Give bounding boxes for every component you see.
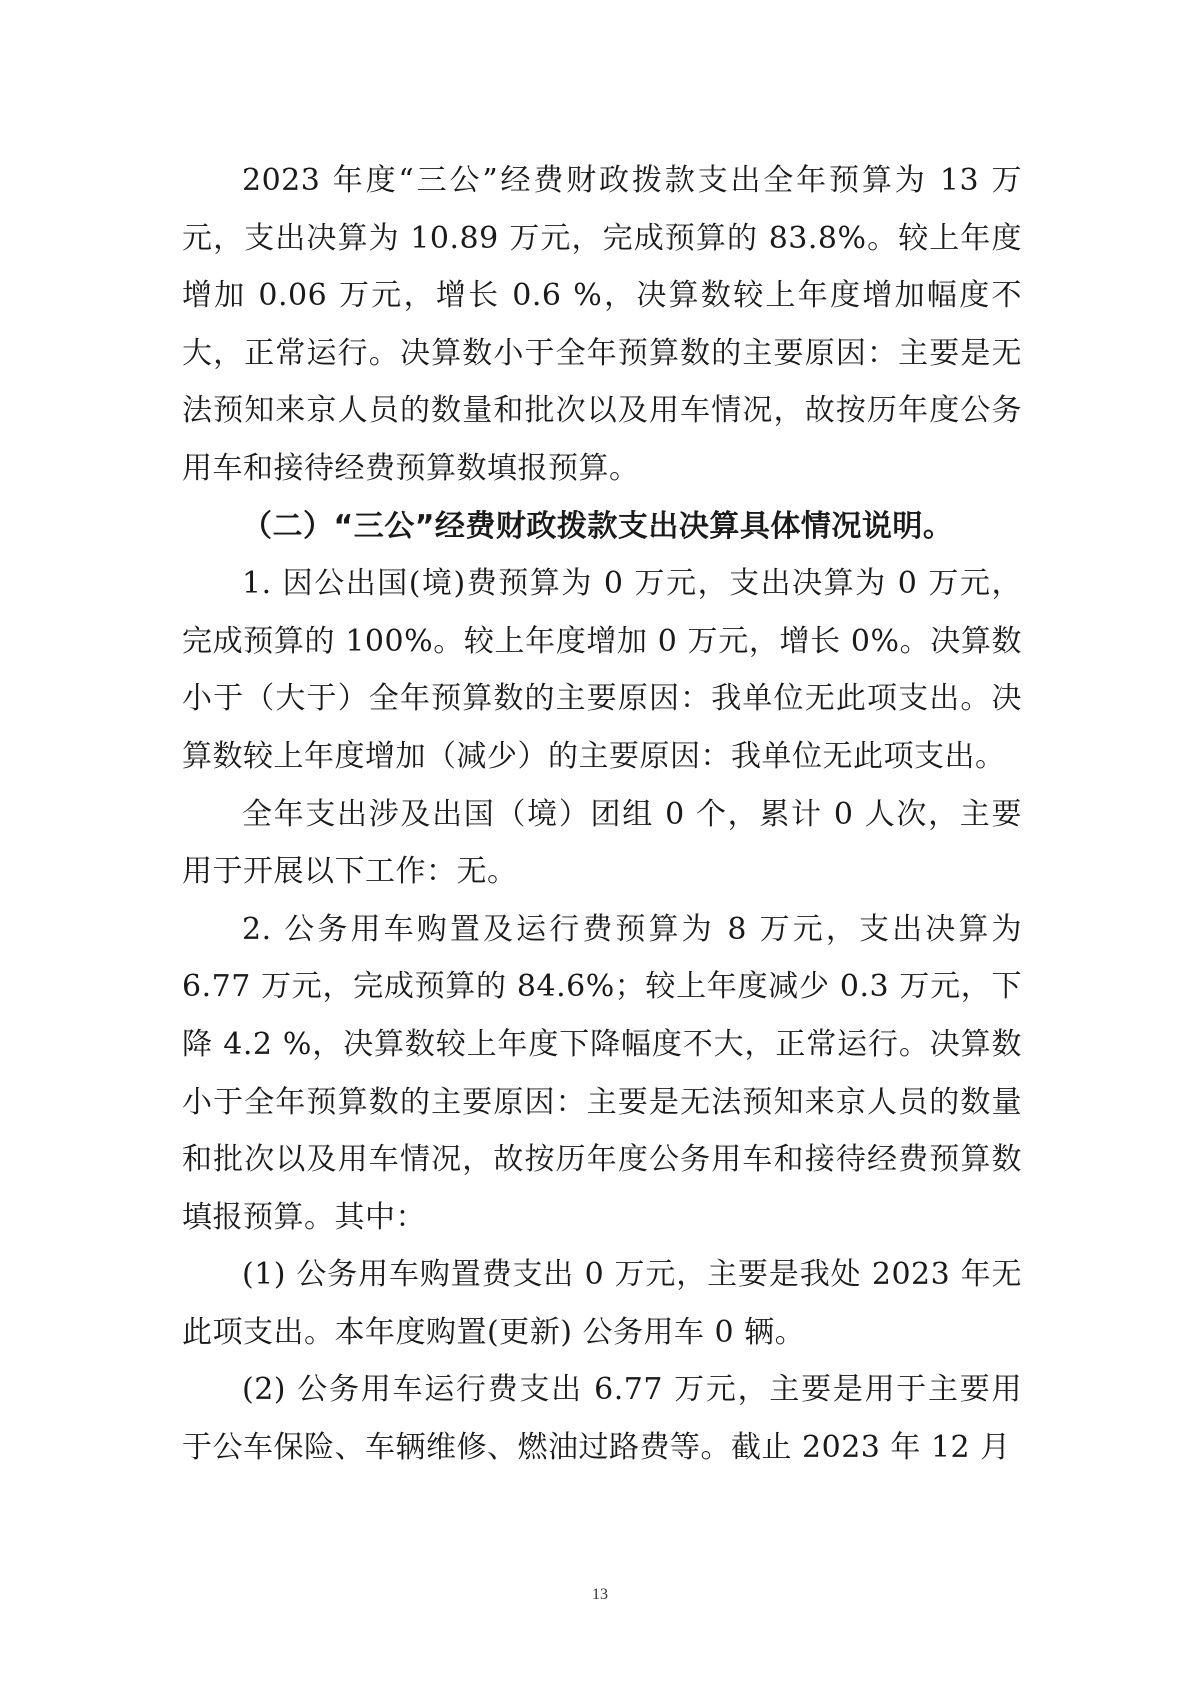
paragraph-vehicle-expense: 2. 公务用车购置及运行费预算为 8 万元，支出决算为 6.77 万元，完成预算的 84.6%；较上年度减少 0.3 万元，下降 4.2 %，决算数较上年度下降幅度不大，正常运行。决算数小于全年预算数的主要原因：主要是无法预知来京人员的数量和批次以及用车情况，故按历年度公务用车和接待经费预算数填报预算。其中： — [182, 911, 1022, 1235]
paragraph-vehicle-purchase: (1) 公务用车购置费支出 0 万元，主要是我处 2023 年无此项支出。本年度购置(更新) 公务用车 0 辆。 — [182, 1257, 1022, 1350]
page-number: 13 — [592, 1586, 608, 1603]
paragraph-overseas-groups: 全年支出涉及出国（境）团组 0 个，累计 0 人次，主要用于开展以下工作：无。 — [182, 796, 1022, 890]
document-body — [182, 152, 1022, 1477]
paragraph-vehicle-operation: (2) 公务用车运行费支出 6.77 万元，主要是用于主要用于公车保险、车辆维修、燃油过路费等。截止 2023 年 12 月 — [182, 1372, 1022, 1466]
paragraph-budget-summary: 2023 年度“三公”经费财政拨款支出全年预算为 13 万元，支出决算为 10.89 万元，完成预算的 83.8%。较上年度增加 0.06 万元，增长 0.6 %，决算数较上年度增加幅度不大，正常运行。决算数小于全年预算数的主要原因：主要是无法预知来京人员的数量和批次以及用车情况，故按历年度公务用车和接待经费预算数填报预算。 — [182, 163, 1022, 486]
section-heading: （二）“三公”经费财政拨款支出决算具体情况说明。 — [242, 508, 954, 544]
paragraph-overseas-expense: 1. 因公出国(境)费预算为 0 万元，支出决算为 0 万元，完成预算的 100%。较上年度增加 0 万元，增长 0%。决算数小于（大于）全年预算数的主要原因：我单位无此项支出。决算数较上年度增加（减少）的主要原因：我单位无此项支出。 — [182, 566, 1022, 774]
